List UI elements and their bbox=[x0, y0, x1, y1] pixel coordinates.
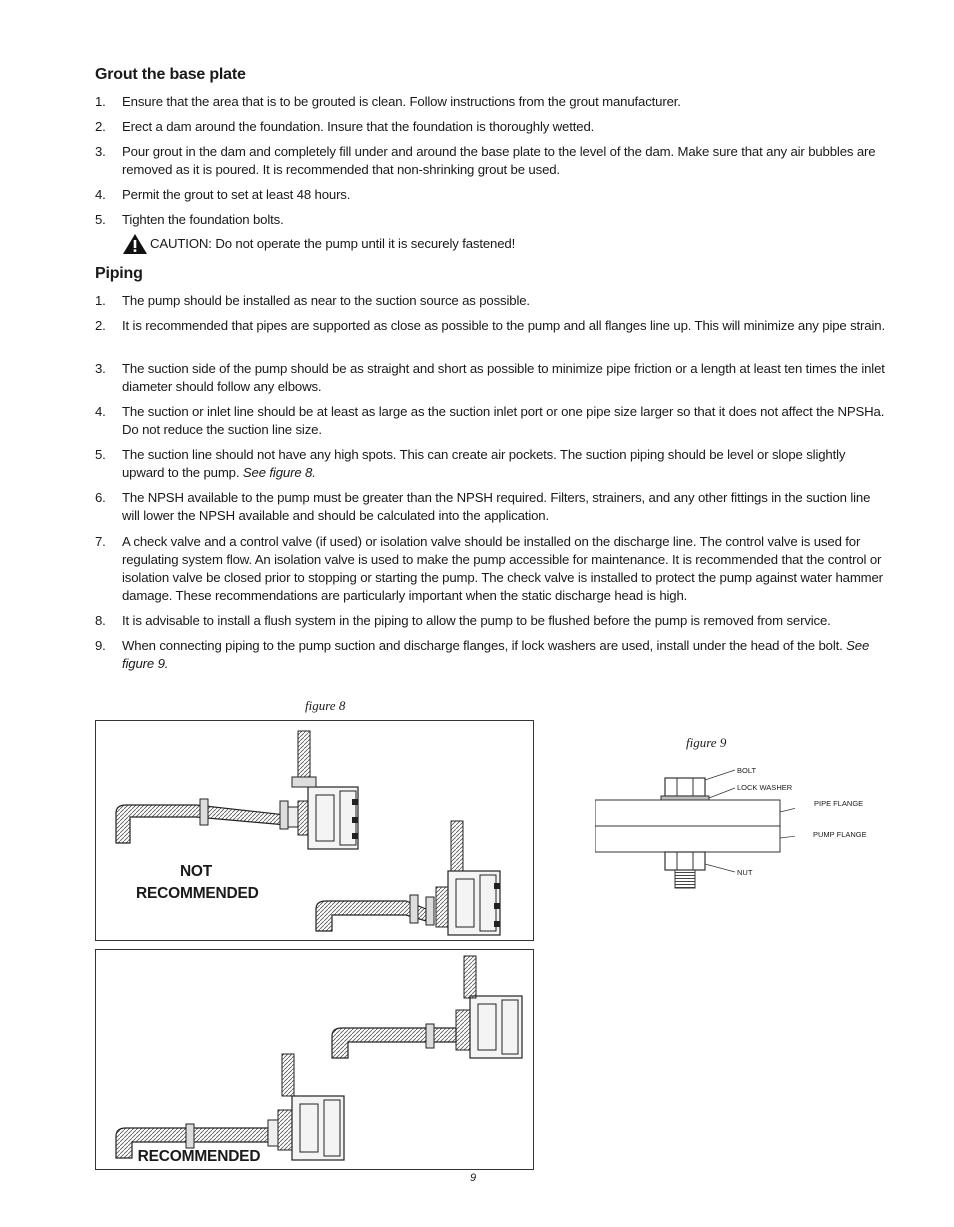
not-recommended-piping-illustration bbox=[96, 721, 533, 940]
grout-item-2: 2. Erect a dam around the foundation. Insure that the foundation is thoroughly wetted. bbox=[95, 119, 595, 134]
nut-label: NUT bbox=[737, 868, 753, 877]
piping-item-4: 4. The suction or inlet line should be at least as large as the suction inlet port or one pipe size larger so that it does not affect the NPSHa. Do not reduce the suction line size. bbox=[95, 404, 885, 437]
pump-flange-label: PUMP FLANGE bbox=[813, 830, 867, 839]
piping-item-6: 6. The NPSH available to the pump must be greater than the NPSH required. Filters, strainers, and any other fittings in the suction line will lower the NPSH available and should be calculated into the application. bbox=[95, 490, 871, 523]
flange-bolt-diagram bbox=[595, 760, 795, 892]
figure-8-not-recommended-panel bbox=[95, 720, 534, 941]
piping-item-9: 9. When connecting piping to the pump suction and discharge flanges, if lock washers are used, install under the head of the bolt. See figure 9. bbox=[95, 638, 870, 671]
grout-item-5: 5. Tighten the foundation bolts. bbox=[95, 212, 284, 227]
caution-text: CAUTION: Do not operate the pump until it is securely fastened! bbox=[150, 236, 516, 251]
piping-section-title: Piping bbox=[95, 265, 143, 282]
lock-washer-label: LOCK WASHER bbox=[737, 783, 793, 792]
page-number: 9 bbox=[470, 1172, 477, 1184]
figure-8-caption: figure 8 bbox=[305, 698, 346, 713]
bolt-label: BOLT bbox=[737, 766, 757, 775]
see-figure-8-ref: See figure 8. bbox=[242, 465, 316, 480]
grout-item-4: 4. Permit the grout to set at least 48 hours. bbox=[95, 187, 351, 202]
figure-9-caption: figure 9 bbox=[686, 735, 727, 750]
recommended-piping-illustration bbox=[96, 950, 533, 1169]
piping-item-1: 1. The pump should be installed as near to the suction source as possible. bbox=[95, 293, 530, 308]
not-recommended-label: NOT RECOMMENDED bbox=[136, 863, 259, 902]
grout-section-title: Grout the base plate bbox=[95, 66, 246, 83]
grout-item-3: 3. Pour grout in the dam and completely fill under and around the base plate to the level of the dam. Make sure that any air bubbles are removed as it is poured. It is recommended that non-shrinking grout be used. bbox=[95, 144, 876, 177]
warning-triangle-icon bbox=[123, 234, 147, 254]
see-figure-9-ref: See figure 9. bbox=[122, 638, 870, 671]
piping-item-8: 8. It is advisable to install a flush system in the piping to allow the pump to be flushed before the pump is removed from service. bbox=[95, 613, 831, 628]
grout-item-1: 1. Ensure that the area that is to be grouted is clean. Follow instructions from the grout manufacturer. bbox=[95, 94, 681, 109]
piping-item-3: 3. The suction side of the pump should be as straight and short as possible to minimize pipe friction or a length at least ten times the inlet diameter should follow any elbows. bbox=[95, 361, 885, 394]
figure-8-recommended-panel bbox=[95, 949, 534, 1170]
piping-item-5: 5. The suction line should not have any high spots. This can create air pockets. The suction piping should be level or slope slightly upward to the pump. See figure 8. bbox=[95, 447, 846, 480]
piping-item-2: 2. It is recommended that pipes are supported as close as possible to the pump and all flanges line up. This will minimize any pipe strain. bbox=[95, 318, 885, 333]
piping-item-7: 7. A check valve and a control valve (if used) or isolation valve should be installed on the discharge line. The control valve is used for regulating system flow. An isolation valve is used to make the pump accessible for maintenance. It is recommended that the control or isolation valve be closed prior to stopping or starting the pump. The check valve is installed to protect the pump against water hammer damage. These recommendations are particularly important when the static discharge head is high. bbox=[95, 534, 883, 603]
recommended-label: RECOMMENDED bbox=[137, 1148, 261, 1165]
caution-note bbox=[123, 234, 515, 254]
pipe-flange-label: PIPE FLANGE bbox=[814, 799, 864, 808]
